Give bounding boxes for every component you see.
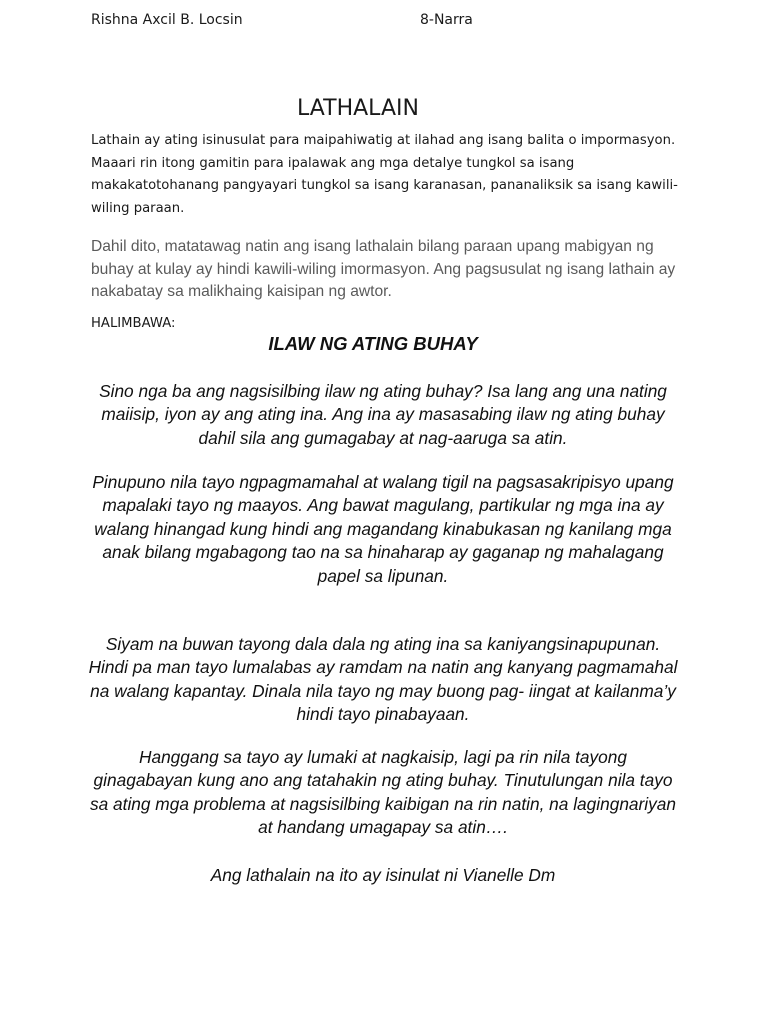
- essay-paragraph-2: Pinupuno nila tayo ngpagmamahal at walang tigil na pagsasakripisyo upang mapalaki tayo ng maayos. Ang bawat magulang, partikular ng mga ina ay walang hinangad kung hindi ang magandang kinabukasan ng kanilang mga anak bilang mgabagong tao na sa hinaharap ay gaganap ng mahalagang papel sa lipunan.: [92, 472, 674, 586]
- essay-title: ILAW NG ATING BUHAY: [268, 333, 478, 354]
- note-paragraph: Dahil dito, matatawag natin ang isang lathalain bilang paraan upang mabigyan ng buhay at kulay ay hindi kawili-wiling imormasyon. Ang pagsusulat ng isang lathain ay nakabatay sa malikhaing kaisipan ng awtor.: [91, 238, 676, 300]
- class-section: 8-Narra: [420, 12, 473, 28]
- essay-paragraph-3: Siyam na buwan tayong dala dala ng ating ina sa kaniyangsinapupunan. Hindi pa man tayo lumalabas ay ramdam na natin ang kanyang pagmamahal na walang kapantay. Dinala nila tayo ng may buong pag- iingat at kailanma’y hindi tayo pinabayaan.: [88, 634, 678, 725]
- example-label: HALIMBAWA:: [91, 316, 176, 331]
- page-title: LATHALAIN: [297, 96, 419, 121]
- essay-paragraph-4: Hanggang sa tayo ay lumaki at nagkaisip, lagi pa rin nila tayong ginagabayan kung ano ang tatahakin ng ating buhay. Tinutulungan nila tayo sa ating mga problema at nagsisilbing kaibigan na rin natin, na lagingnariyan at handang umagapay sa atin….: [89, 747, 677, 838]
- author-name: Rishna Axcil B. Locsin: [91, 12, 243, 28]
- essay-byline: Ang lathalain na ito ay isinulat ni Vianelle Dm: [210, 865, 556, 885]
- intro-paragraph: Lathain ay ating isinusulat para maipahiwatig at ilahad ang isang balita o impormasyon. Maaari rin itong gamitin para ipalawak ang mga detalye tungkol sa isang makakatotohanang pangyayari tungkol sa isang karanasan, pananaliksik sa isang kawili-wiling paraan.: [91, 133, 678, 216]
- essay-paragraph-1: Sino nga ba ang nagsisilbing ilaw ng ating buhay? Isa lang ang una nating maiisip, iyon ay ang ating ina. Ang ina ay masasabing ilaw ng ating buhay dahil sila ang gumagabay at nag-aaruga sa atin.: [99, 381, 667, 448]
